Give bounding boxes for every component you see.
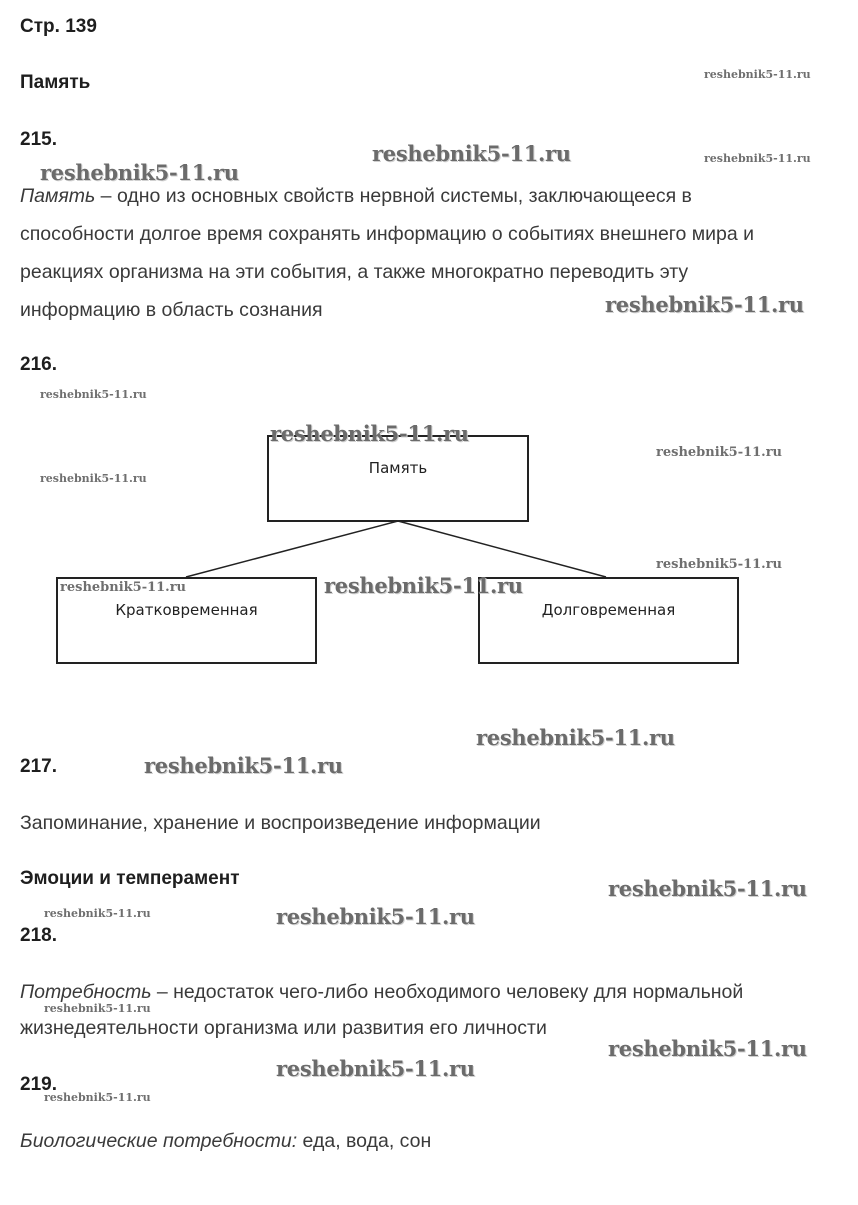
watermark: reshebnik5-11.ru: [608, 1036, 807, 1061]
watermark: reshebnik5-11.ru: [276, 1056, 475, 1081]
task-number-215: 215.: [20, 129, 57, 150]
watermark: reshebnik5-11.ru: [605, 292, 804, 317]
task-number-216: 216.: [20, 354, 57, 375]
watermark: reshebnik5-11.ru: [476, 725, 675, 750]
task-219-answer: [20, 1130, 431, 1153]
task-219-text: еда, вода, сон: [297, 1130, 432, 1152]
watermark: reshebnik5-11.ru: [324, 573, 523, 598]
watermark: reshebnik5-11.ru: [372, 141, 571, 166]
section-heading-memory: Память: [20, 72, 91, 93]
watermark: reshebnik5-11.ru: [44, 1002, 151, 1015]
watermark: reshebnik5-11.ru: [44, 1091, 151, 1104]
connector-line-left: [186, 521, 398, 577]
watermark: reshebnik5-11.ru: [60, 580, 187, 595]
watermark: reshebnik5-11.ru: [656, 557, 783, 572]
task-215-term: Память: [20, 185, 96, 207]
task-217-answer: Запоминание, хранение и воспроизведение информации: [20, 812, 541, 834]
connector-line-right: [398, 521, 606, 577]
task-215-line-3: реакциях организма на эти события, а также многократно переводить эту: [20, 261, 689, 283]
diagram-box-root: [267, 435, 529, 522]
task-number-218: 218.: [20, 925, 57, 946]
diagram-label-long-term: Долговременная: [541, 601, 676, 619]
watermark: reshebnik5-11.ru: [704, 68, 811, 81]
diagram-label-short-term: Кратковременная: [115, 601, 258, 619]
task-number-219: 219.: [20, 1074, 57, 1095]
task-218-line-2: жизнедеятельности организма или развития его личности: [20, 1017, 547, 1039]
task-218-term: Потребность: [20, 981, 152, 1003]
task-218-line-1-text: – недостаток чего-либо необходимого человеку для нормальной: [151, 981, 744, 1003]
watermark: reshebnik5-11.ru: [144, 753, 343, 778]
page-number: Стр. 139: [20, 16, 97, 37]
watermark: reshebnik5-11.ru: [44, 907, 151, 920]
watermark: reshebnik5-11.ru: [656, 445, 783, 460]
watermark: reshebnik5-11.ru: [270, 421, 469, 446]
task-215-line-4: информацию в область сознания: [20, 299, 323, 321]
task-219-term: Биологические потребности:: [20, 1130, 298, 1152]
diagram-label-root: Память: [368, 459, 428, 477]
watermark: reshebnik5-11.ru: [40, 472, 147, 485]
watermark: reshebnik5-11.ru: [608, 876, 807, 901]
task-215-line-2: способности долгое время сохранять информацию о событиях внешнего мира и: [20, 223, 755, 245]
task-number-217: 217.: [20, 756, 57, 777]
task-215-line-1-text: – одно из основных свойств нервной системы, заключающееся в: [95, 185, 692, 207]
watermark: reshebnik5-11.ru: [40, 388, 147, 401]
watermark: reshebnik5-11.ru: [40, 160, 239, 185]
section-heading-emotions: Эмоции и темперамент: [20, 868, 240, 889]
task-218-line-1: [20, 981, 743, 1004]
watermark: reshebnik5-11.ru: [276, 904, 475, 929]
watermark: reshebnik5-11.ru: [704, 152, 811, 165]
